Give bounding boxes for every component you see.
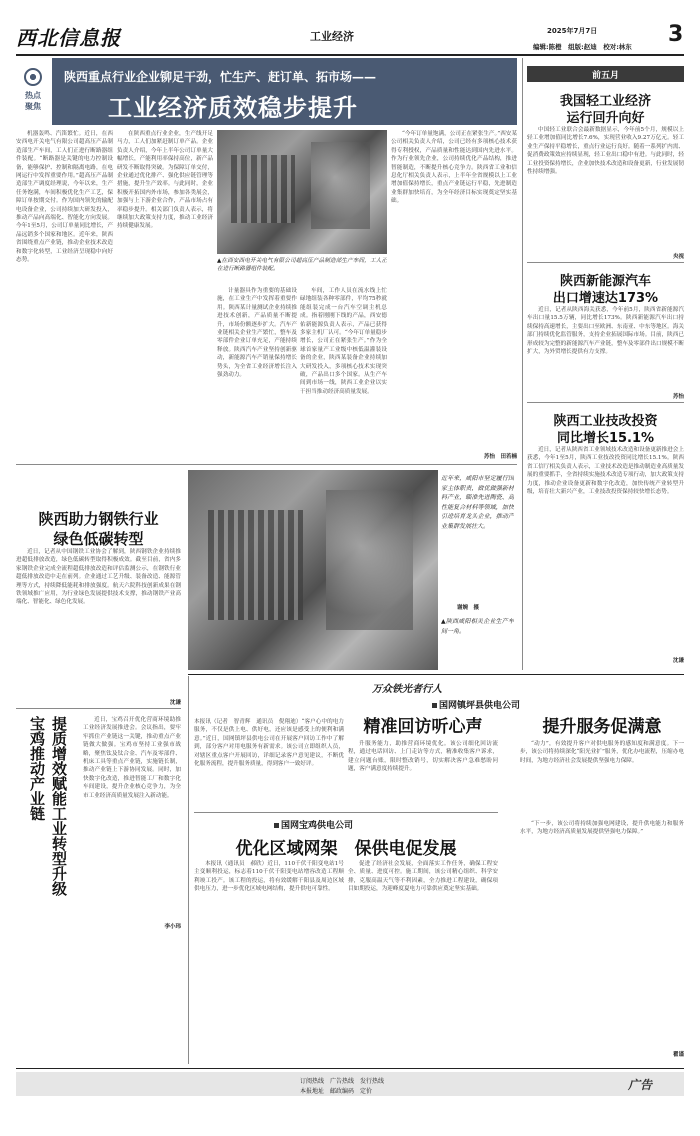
steel-body	[16, 548, 181, 688]
nev-export-author: 苏怡	[672, 394, 684, 400]
steel-rule	[16, 464, 517, 465]
tech-invest-author: 沈谦	[672, 658, 684, 664]
tech-invest-body	[527, 446, 684, 656]
light-industry-title-line2: 运行回升向好	[566, 111, 645, 126]
lead-col-1-text: 机器轰鸣、汽笛繁忙。近日，在西安西电开关电气有限公司超高压产品制造部生产车间，工人们正进行断路器组件装配。“断路器是关键的电力控制设备，能够保护、控制和隔离电路，在电网运行中发挥重要作用。”超高压产品制造部生产调度经理说，今年以来，生产任务饱满，车间积极优化生产工艺，保障订单按期交付。作为国内领先的输配电设备企业，公司持续加大研发投入，推动产品向高端化、智能化方向发展。今年1至5月，公司订单量同比增长，产品远销多个国家和地区。近年来，陕西省围绕重点产业链，推动企业技术改造和数字化转型，工业经济呈现稳中向好态势。	[16, 131, 113, 264]
footer-info: 本报地址 邮政编码 定价	[300, 1088, 373, 1095]
feature-title-a: 精准回访听心声	[363, 717, 483, 737]
special-unit-1	[432, 698, 520, 711]
feature-body-c1-text: 本报讯（通讯员 郝欣）近日，110千伏千阳变电站1号主变顺利投运，标志着110千伏千阳变电站增容改造工程顺利竣工投产。该工程的投运，将有效缓解千阳县及周边区域供电压力，进一步优化区域电网结构，提升供电可靠性。	[194, 861, 344, 893]
feature-title-b: 提升服务促满意	[542, 717, 662, 737]
hot-topic-badge	[16, 58, 50, 125]
second-photo	[188, 470, 438, 670]
lead-col-4-text: 车间，工作人员在流水线上忙碌地组装各种零部件，平均75秒就能组装完成一台汽车空调主机总成。指着刚刚下线的产品，西安德佑新能源负责人表示，产品已获得多家主机厂认可。“今年订单量稳步增长，公司正在紧张生产。”作为全球首家量产工业级中核低温灌装设备的企业，陕西某装备企业持续加大研发投入，多项核心技术实现突破，产品出口多个国家。从生产车间到市场一线，陕西工业企业以实干担当推动经济高质量发展。	[300, 288, 387, 395]
lead-col-3	[217, 287, 297, 460]
section-title: 工业经济	[310, 30, 354, 43]
lead-author: 苏怡 田若楠	[483, 454, 517, 460]
feature-body-a-text: 升服务能力，助推营商环境优化。该公司细化回访流程，通过电话回访、上门走访等方式，精准收集客户诉求，建立问题台账，限时整改销号，切实解决客户急难愁盼问题，客户满意度持续提升。	[348, 741, 498, 773]
special-unit-1-text: 国网镇坪县供电公司	[439, 701, 521, 711]
feature-body-c1	[194, 860, 344, 1060]
light-industry-title-line1: 我国轻工业经济	[559, 94, 651, 109]
feature-body-b-text: “动力”，有效提升客户对供电服务的感知度和满意度。下一步，该公司将持续深化“阳光业扩”服务，优化办电流程，压缩办电时间，为地方经济社会发展提供坚强电力保障。	[520, 741, 684, 764]
page-number: 3	[668, 22, 684, 47]
special-mid-rule	[194, 812, 498, 813]
lead-col-2-text: 在陕西重点行业企业，生产线开足马力，工人们加紧赶制订单产品。企业负责人介绍，今年上半年公司订单量大幅增长，产能利用率保持高位，新产品研发不断取得突破。为保障订单交付，企业通过优化排产、强化供应链管理等措施，提升生产效率。与此同时，企业积极开拓国内外市场，参加各类展会，加强与上下游企业合作，产品市场占有率稳步提升。相关部门负责人表示，将继续加大政策支持力度，推动工业经济持续健康发展。	[117, 131, 213, 230]
special-unit-2	[274, 818, 353, 831]
lead-kicker: 陕西重点行业企业铆足干劲，忙生产、赶订单、拓市场——	[64, 70, 377, 84]
tech-invest-title-line1: 陕西工业技改投资	[553, 414, 658, 429]
footer-rule	[16, 1068, 684, 1069]
vertical-body-text: 近日，宝鸡召开优化营商环境助推工业经济发展推进会。会议指出，要牢牢抓住产业链这一关键，推动重点产业链做大做强。宝鸡市坚持工业强市战略，聚焦钛及钛合金、汽车及零部件、机床工具等重点产业链，实施链长制，推动产业链上下游协同发展。同时，加快数字化改造，推进智能工厂和数字化车间建设，提升企业核心竞争力，为全市工业经济高质量发展注入新动能。	[83, 717, 181, 799]
nev-export-title-line1: 陕西新能源汽车	[559, 274, 651, 289]
lead-col-1	[16, 130, 113, 460]
lead-col-5	[391, 130, 517, 450]
tech-invest-rule	[527, 402, 684, 403]
lead-col-2	[117, 130, 213, 460]
lead-col-3-text: 计量器具作为重要的基础设施，在工业生产中发挥着重要作用。陕西某计量测试企业持续推进技术创新，产品质量不断提升，市场份额逐步扩大。汽车产业链相关企业生产繁忙，整车及零部件企业订单充足，产能持续释放。陕西汽车产业坚持创新驱动，新能源汽车产销量保持增长势头，为全省工业经济增长注入强劲动力。	[217, 288, 297, 379]
special-lead: 本报讯（记者 智青辉 通讯员 倪翔迪）“客户心中的电力服务，不仅是供上电、供好电，还应该是感受上的便利和满意。”近日，国网镇坪县供电公司在开展客户回访工作中了解到，部分客户对用电服务有新需求。该公司立即组织人员，对辖区重点客户开展回访，详细记录客户意见建议，不断优化服务流程，提升服务质量，得到客户一致好评。	[194, 719, 344, 768]
feature-body-c2-text: 促进了经济社会发展，全面落实工作任务，确保工程安全、质量、进度可控。施工期间，该公司精心组织、科学安排，克服高温天气等不利因素，全力推进工程建设，确保项目如期投运，为迎峰度夏电力可靠供应奠定坚实基础。	[348, 861, 498, 893]
light-industry-author: 央视	[672, 254, 684, 260]
special-logo: 万众铁光者行人	[372, 684, 442, 695]
feature-author-c: 瞿谨	[672, 1052, 684, 1058]
newspaper-logo: 西北信息报	[16, 26, 121, 50]
light-industry-body-text: 中国轻工业联合会最新数据显示，今年前5个月，规模以上轻工业增加值同比增长7.6%，实现营业收入9.27万亿元。轻工业生产保持平稳增长，重点行业运行良好。随着一系列扩内需、促消费政策效应持续显现，轻工业出口稳中有进。与此同时，轻工业投资保持增长，企业加快技术改造和设备更新，行业发展韧性持续增强。	[527, 127, 684, 176]
feature-title-c: 优化区域网架 保供电促发展	[235, 839, 457, 859]
second-photo-caption-box	[438, 470, 517, 670]
vertical-body	[83, 716, 181, 916]
lead-title: 工业经济质效稳步提升	[108, 94, 358, 122]
issue-date: 2025年7月7日	[547, 27, 598, 35]
header-rule	[16, 54, 684, 56]
nev-export-title-line2: 出口增速达173%	[552, 291, 659, 306]
steel-author: 沈谦	[169, 700, 181, 706]
feature-body-c3-text: “下一步，该公司将持续加强电网建设，提升供电能力和服务水平，为地方经济高质量发展提供坚强电力保障。”	[520, 821, 684, 836]
right-column-rule	[522, 58, 523, 670]
nev-export-body-text: 近日，记者从陕西海关获悉，今年前5月，陕西省新能源汽车出口量15.5万辆，同比增长173%。陕西新能源汽车出口持续保持高速增长，主要出口至欧洲、东南亚、中东等地区。海关部门持续优化监管服务，支持企业拓展国际市场。目前，陕西已形成较为完整的新能源汽车产业链，整车及零部件出口规模不断扩大，为外贸增长提供有力支撑。	[527, 307, 684, 356]
vertical-author: 李小玮	[164, 924, 181, 930]
editor-credits: 编辑:陈橙 组版:赵迪 校对:林东	[533, 43, 632, 51]
lead-photo-caption: ▲在西安西电开关电气有限公司超高压产品制造部生产车间，工人正在进行断路器组件装配。	[217, 258, 387, 273]
second-photo-caption: 近年来，咸阳市坚定履行国家主体职责，做优做强新材料产业，瞄准先进陶瓷、高性能复合材料等领域，加快引进培育龙头企业，推动产业集群发展壮大。	[441, 475, 514, 530]
lead-photo	[217, 130, 387, 254]
hot-topic-line1: 热点	[25, 91, 41, 100]
hot-topic-mark	[24, 68, 42, 86]
tech-invest-body-text: 近日，记者从陕西省工业领域技术改造和设备更新推进会上获悉，今年1至5月，陕西工业技改投资同比增长15.1%。陕西省工信厅相关负责人表示，工业技术改造是推动制造业高质量发展的重要抓手，全省持续实施技术改造专项行动，加大政策支持力度，推动企业设备更新和数字化改造，加快传统产业转型升级，培育壮大新兴产业，工业技改投资保持较快增长态势。	[527, 447, 684, 496]
feature-body-b	[520, 740, 684, 810]
steel-title-line2: 绿色低碳转型	[53, 530, 144, 548]
feature-body-c2	[348, 860, 498, 1060]
footer-service: 订阅热线 广告热线 发行热线	[300, 1078, 385, 1085]
lead-col-5-text: “今年订单量饱满，公司正在紧张生产。”西安某公司相关负责人介绍，公司已经有多项核心技术获得专利授权，产品质量和性能达到国内先进水平。作为行业领先企业，公司持续优化产品结构，推进智能制造，不断提升核心竞争力。陕西省工业和信息化厅相关负责人表示，上半年全省规模以上工业增加值保持增长，重点产业链运行平稳，先进制造业集群加快培育，为全年经济目标实现奠定坚实基础。	[391, 131, 517, 205]
special-top-rule	[188, 674, 684, 675]
footer-ad-label: 广告	[628, 1078, 653, 1092]
hot-topic-line2: 聚焦	[25, 102, 41, 111]
lead-col-4	[300, 287, 387, 460]
feature-body-c3	[520, 820, 684, 1040]
second-photo-caption2: ▲陕西咸阳相关企业生产车间一角。	[441, 618, 514, 635]
steel-title-line1: 陕西助力钢铁行业	[38, 510, 159, 528]
nev-rule	[527, 262, 684, 263]
right-column-tag-text: 前五月	[591, 71, 619, 81]
feature-body-a	[348, 740, 498, 810]
vertical-title: 提质增效赋能工业转型升级 宝鸡推动产业链	[28, 716, 68, 911]
second-photo-author: 谢婉 摄	[457, 605, 480, 611]
special-unit-2-text: 国网宝鸡供电公司	[281, 821, 354, 831]
tech-invest-title-line2: 同比增长15.1%	[556, 431, 655, 446]
steel-body-text: 近日，记者从中国钢铁工业协会了解到，陕西钢铁企业持续推进超低排放改造，绿色低碳转型取得积极成效。截至目前，省内多家钢铁企业完成全流程超低排放改造和评估监测公示，在钢铁行业超低排放改造中走在前列。企业通过工艺升级、装备改造、能源管理等方式，持续降低能耗和排放强度。航天六院科技创新成果在钢铁领域推广应用，为行业绿色发展提供技术支撑，推动钢铁产业高端化、智能化、绿色化发展。	[16, 549, 181, 606]
light-industry-body	[527, 126, 684, 250]
nev-export-body	[527, 306, 684, 390]
vertical-rule	[16, 708, 181, 709]
special-rule-left	[188, 676, 189, 1064]
